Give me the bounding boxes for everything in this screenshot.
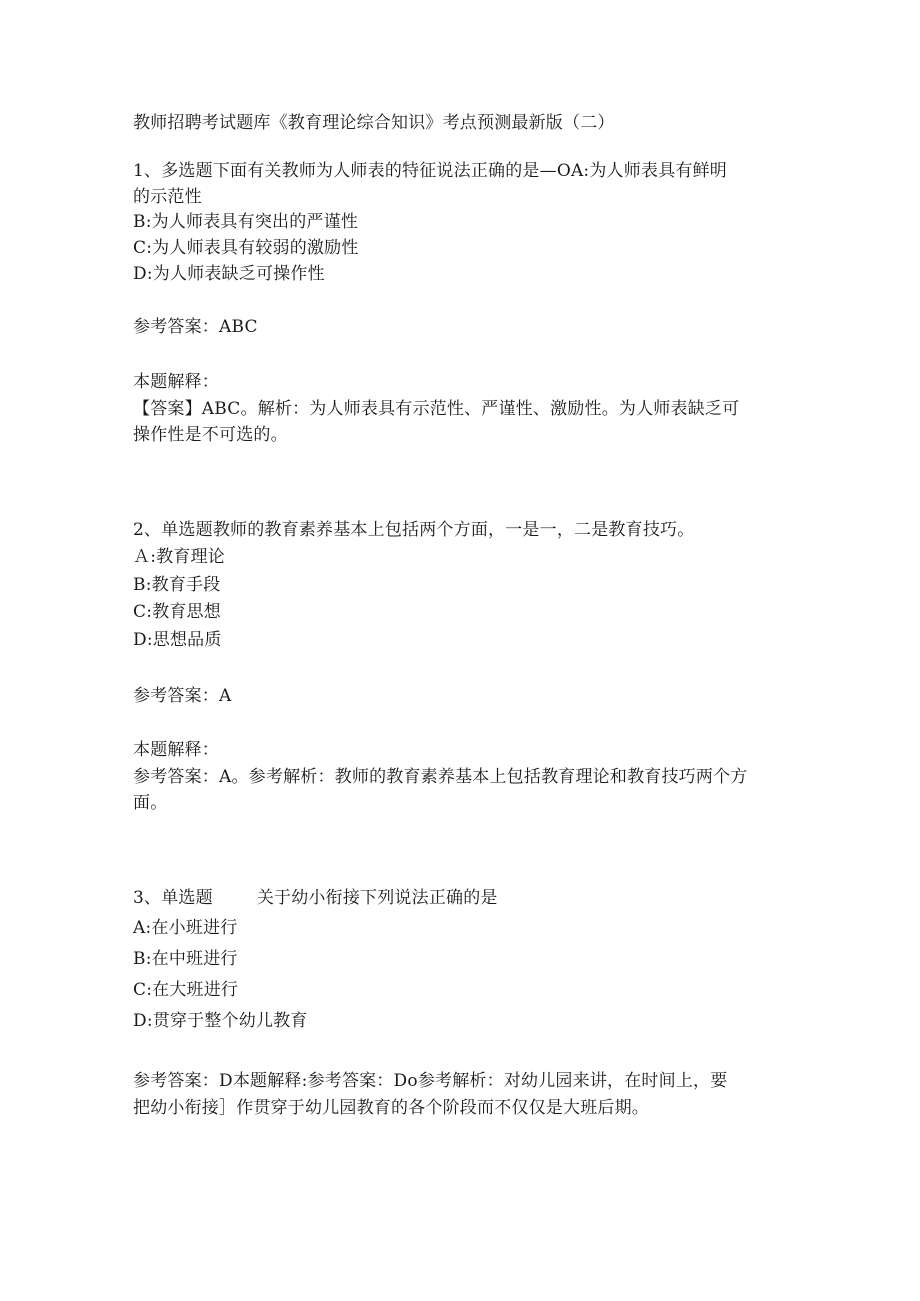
option-a: A:在小班进行 <box>133 918 238 938</box>
option-b: B:为人师表具有突出的严谨性 <box>133 212 359 232</box>
explanation-text-continued: 操作性是不可选的。 <box>133 425 288 445</box>
explanation-label: 本题解释： <box>133 372 219 392</box>
option-c: C:在大班进行 <box>133 980 239 1000</box>
reference-answer-continued: 把幼小衔接］作贯穿于幼儿园教育的各个阶段而不仅仅是大班后期。 <box>133 1098 649 1118</box>
option-d: D:贯穿于整个幼儿教育 <box>133 1011 308 1031</box>
document-title: 教师招聘考试题库《教育理论综合知识》考点预测最新版（二） <box>133 113 615 133</box>
reference-answer: 参考答案：A <box>133 686 232 706</box>
option-c: C:教育思想 <box>133 602 221 622</box>
option-d: D:为人师表缺乏可操作性 <box>133 264 325 284</box>
option-b: B:教育手段 <box>133 575 221 595</box>
option-b: B:在中班进行 <box>133 949 238 969</box>
explanation-text: 参考答案：A。参考解析：教师的教育素养基本上包括教育理论和教育技巧两个方 <box>133 767 748 787</box>
question-stem: 2、单选题教师的教育素养基本上包括两个方面，一是一，二是教育技巧。 <box>133 520 695 540</box>
question-type: 3、单选题 <box>133 888 213 908</box>
explanation-text: 【答案】ABC。解析：为人师表具有示范性、严谨性、激励性。为人师表缺乏可 <box>133 399 740 419</box>
option-d: D:思想品质 <box>133 630 222 650</box>
reference-answer: 参考答案：ABC <box>133 317 258 337</box>
question-stem: 1、多选题下面有关教师为人师表的特征说法正确的是—OA:为人师表具有鲜明 <box>133 161 727 181</box>
option-a: Ａ:教育理论 <box>133 547 225 567</box>
option-c: C:为人师表具有较弱的激励性 <box>133 238 359 258</box>
question-stem <box>133 887 498 909</box>
explanation-label: 本题解释： <box>133 740 219 760</box>
question-text: 关于幼小衔接下列说法正确的是 <box>256 888 498 908</box>
question-stem-continued: 的示范性 <box>133 187 202 207</box>
explanation-text-continued: 面。 <box>133 793 168 813</box>
reference-answer: 参考答案：D本题解释:参考答案：Do参考解析：对幼儿园来讲，在时间上，要 <box>133 1071 728 1091</box>
